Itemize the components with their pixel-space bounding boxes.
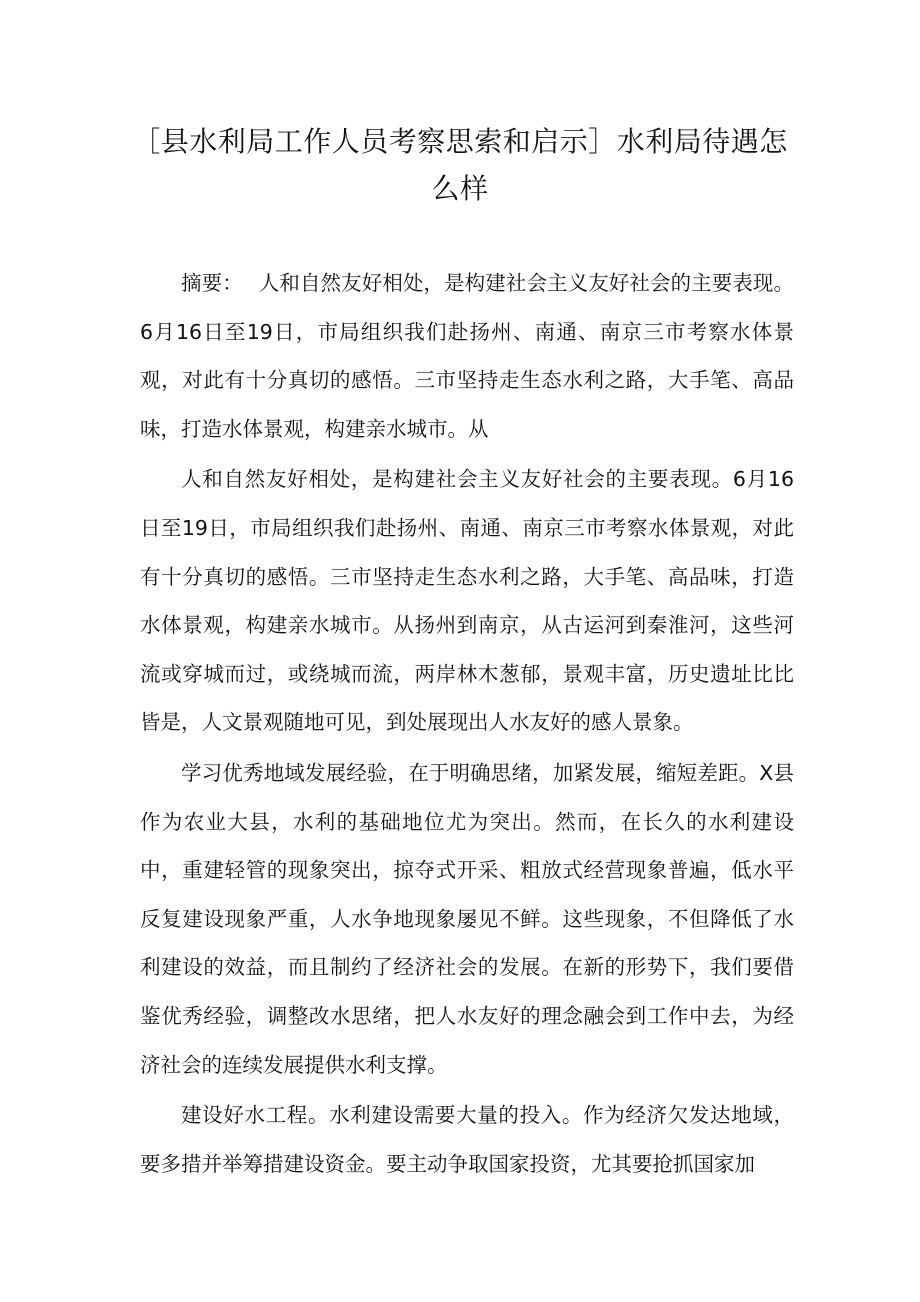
- document-title: ［县水利局工作人员考察思索和启示］水利局待遇怎么样: [132, 125, 788, 205]
- body-paragraph-2: 学习优秀地域发展经验，在于明确思绪，加紧发展，缩短差距。X县作为农业大县，水利的基础地位尤为突出。然而，在长久的水利建设中，重建轻管的现象突出，掠夺式开采、粗放式经营现象普遍，低水平反复建设现象严重，人水争地现象屡见不鲜。这些现象，不但降低了水利建设的效益，而且制约了经济社会的发展。在新的形势下，我们要借鉴优秀经验，调整改水思绪，把人水友好的理念融会到工作中去，为经济社会的连续发展提供水利支撑。: [140, 760, 794, 1077]
- body-paragraph-1: 人和自然友好相处，是构建社会主义友好社会的主要表现。6月16日至19日，市局组织我们赴扬州、南通、南京三市考察水体景观，对此有十分真切的感悟。三市坚持走生态水利之路，大手笔、高品味，打造水体景观，构建亲水城市。从扬州到南京，从古运河到秦淮河，这些河流或穿城而过，或绕城而流，两岸林木葱郁，景观丰富，历史遗址比比皆是，人文景观随地可见，到处展现出人水友好的感人景象。: [140, 467, 794, 735]
- abstract-paragraph: [140, 259, 794, 453]
- document-body: [140, 259, 794, 1190]
- body-paragraph-3: 建设好水工程。水利建设需要大量的投入。作为经济欠发达地域，要多措并举筹措建设资金。要主动争取国家投资，尤其要抢抓国家加: [140, 1103, 794, 1176]
- abstract-text: 人和自然友好相处，是构建社会主义友好社会的主要表现。6月16日至19日，市局组织我们赴扬州、南通、南京三市考察水体景观，对此有十分真切的感悟。三市坚持走生态水利之路，大手笔、高品味，打造水体景观，构建亲水城市。从: [140, 271, 795, 441]
- abstract-label: 摘要：: [181, 271, 243, 295]
